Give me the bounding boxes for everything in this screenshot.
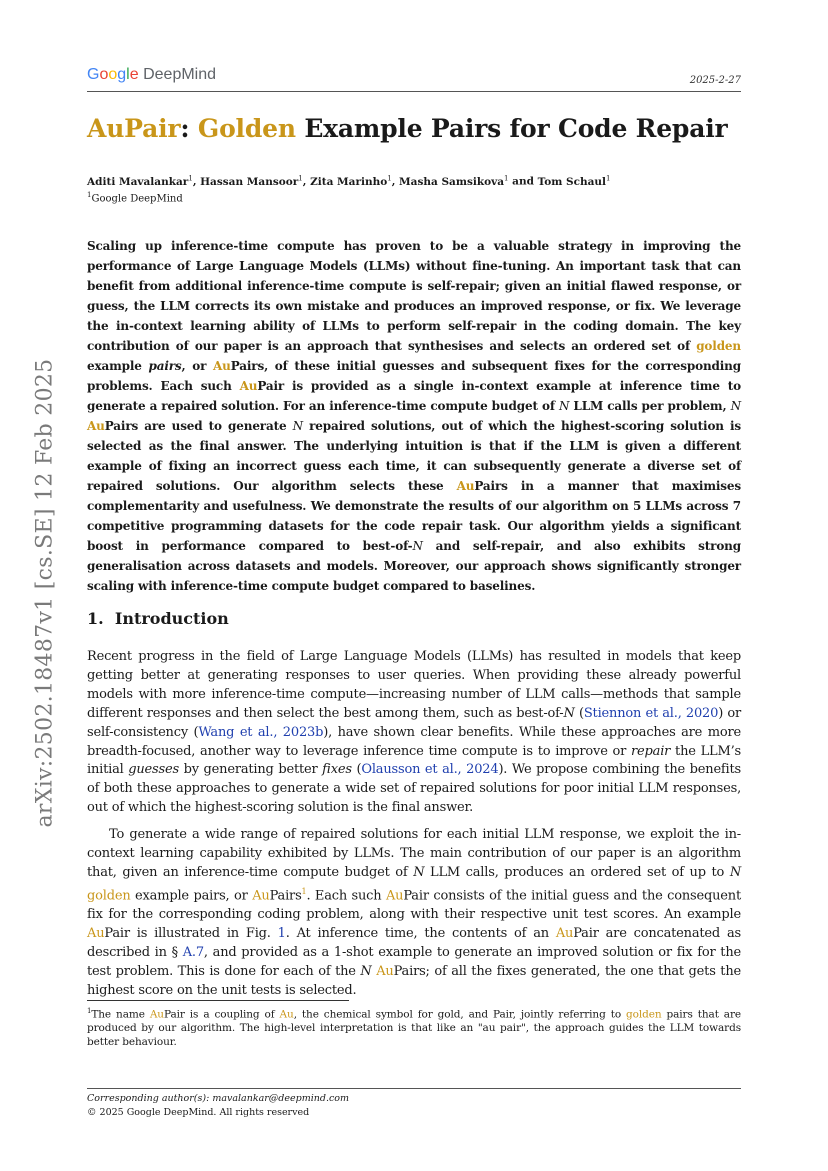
intro-paragraph-1: Recent progress in the field of Large Language Models (LLMs) has resulted in models that keep getting better at generating responses to user queries. When providing these already powerful models with more inference-time compute—increasing number of LLM calls—methods that sample different responses and then select the best among them, such as best-of-N (Stiennon et al., 2020) or self-consistency (Wang et al., 2023b), have shown clear benefits. While these approaches are more breadth-focused, another way to leverage inference time compute is to improve or repair the LLM’s initial guesses by generating better fixes (Olausson et al., 2024). We propose combining the benefits of both these approaches to generate a wide set of repaired solutions for poor initial LLM responses, out of which the highest-scoring solution is the final answer. bbox=[87, 649, 741, 816]
author: Masha Samsikova$^1$ bbox=[399, 174, 509, 188]
google-deepmind-logo: Google DeepMind bbox=[87, 66, 217, 83]
header-divider bbox=[87, 91, 741, 92]
author-list: Aditi Mavalankar$^1$, Hassan Mansoor$^1$, Zita Marinho$^1$, Masha Samsikova$^1$ and Tom Schaul$^1$ bbox=[87, 174, 611, 188]
paper-title: AuPair: Golden Example Pairs for Code Repair bbox=[87, 114, 728, 143]
author: Aditi Mavalankar$^1$ bbox=[87, 174, 193, 188]
corresponding-author: Corresponding author(s): mavalankar@deepmind.com bbox=[87, 1093, 350, 1104]
footer-divider bbox=[87, 1088, 741, 1089]
citation-link[interactable]: Olausson et al., 2024 bbox=[361, 762, 499, 778]
appendix-link[interactable]: A.7 bbox=[182, 944, 204, 960]
page-header bbox=[87, 64, 741, 94]
footnote: $^1$The name AuPair is a coupling of Au, the chemical symbol for gold, and Pair, jointly referring to golden pairs that are produced by our algorithm. The high-level interpretation is that like an "au pair", the approach guides the LLM towards better behaviour. bbox=[87, 1007, 741, 1048]
abstract: Scaling up inference-time compute has proven to be a valuable strategy in improving the performance of Large Language Models (LLMs) without fine-tuning. An important task that can benefit from additional inference-time compute is self-repair; given an initial flawed response, or guess, the LLM corrects its own mistake and produces an improved response, or fix. We leverage the in-context learning ability of LLMs to perform self-repair in the coding domain. The key contribution of our paper is an approach that synthesises and selects an ordered set of golden example pairs, or AuPairs, of these initial guesses and subsequent fixes for the corresponding problems. Each such AuPair is provided as a single in-context example at inference time to generate a repaired solution. For an inference-time compute budget of N LLM calls per problem, N AuPairs are used to generate N repaired solutions, out of which the highest-scoring solution is selected as the final answer. The underlying intuition is that if the LLM is given a different example of fixing an incorrect guess each time, it can subsequently generate a diverse set of repaired solutions. Our algorithm selects these AuPairs in a manner that maximises complementarity and usefulness. We demonstrate the results of our algorithm on 5 LLMs across 7 competitive programming datasets for the code repair task. Our algorithm yields a significant boost in performance compared to best-of-N and self-repair, and also exhibits strong generalisation across datasets and models. Moreover, our approach shows significantly stronger scaling with inference-time compute budget compared to baselines. bbox=[87, 239, 742, 593]
affiliation: $^1$Google DeepMind bbox=[87, 191, 183, 205]
footnote-marker[interactable]: 1 bbox=[301, 886, 307, 896]
copyright-notice: © 2025 Google DeepMind. All rights reserved bbox=[87, 1107, 310, 1118]
intro-paragraph-2: To generate a wide range of repaired solutions for each initial LLM response, we exploit the in-context learning capability exhibited by LLMs. The main contribution of our paper is an algorithm that, given an inference-time compute budget of N LLM calls, produces an ordered set of up to N golden example pairs, or AuPairs$^1$. Each such AuPair consists of the initial guess and the consequent fix for the corresponding coding problem, along with their respective unit test scores. An example AuPair is illustrated in Fig. 1. At inference time, the contents of an AuPair are concatenated as described in § A.7, and provided as a 1-shot example to generate an improved solution or fix for the test problem. This is done for each of the N AuPairs; of all the fixes generated, the one that gets the highest score on the unit tests is selected. bbox=[87, 827, 741, 998]
arxiv-identifier-stamp: arXiv:2502.18487v1 [cs.SE] 12 Feb 2025 bbox=[32, 358, 58, 828]
author: Tom Schaul$^1$ bbox=[537, 174, 611, 188]
citation-link[interactable]: Stiennon et al., 2020 bbox=[583, 705, 719, 721]
header-date: 2025-2-27 bbox=[689, 75, 741, 86]
figure-link[interactable]: 1 bbox=[277, 925, 286, 941]
footnote-divider bbox=[87, 1000, 349, 1001]
citation-link[interactable]: Wang et al., 2023b bbox=[198, 724, 324, 740]
author: Zita Marinho$^1$ bbox=[310, 174, 392, 188]
author: Hassan Mansoor$^1$ bbox=[200, 174, 303, 188]
section-heading: 1. Introduction bbox=[87, 609, 229, 628]
